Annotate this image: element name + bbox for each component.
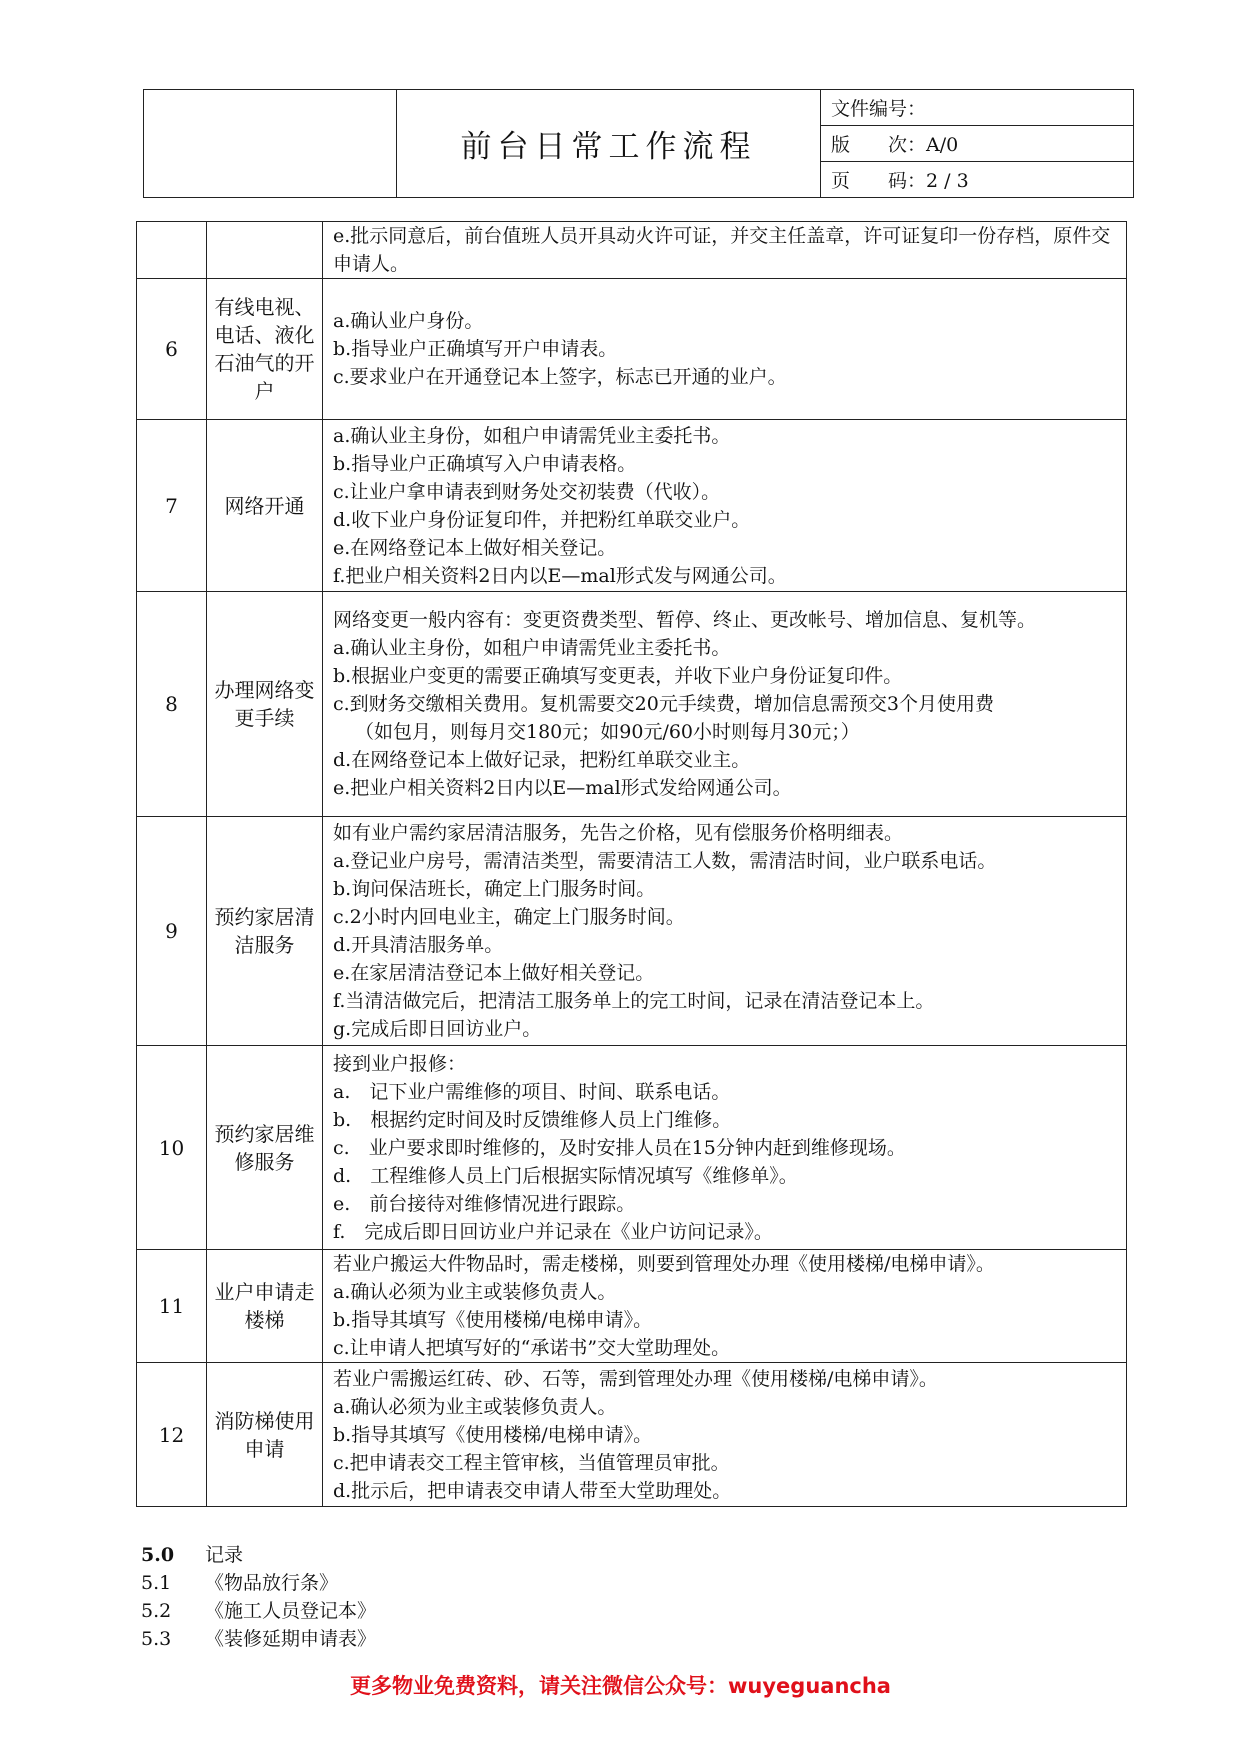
table-row xyxy=(137,279,1127,420)
content-line: a. 记下业户需维修的项目、时间、联系电话。 xyxy=(333,1080,731,1103)
content-line: b.指导其填写《使用楼梯/电梯申请》。 xyxy=(333,1309,653,1331)
page-label: 页 码： xyxy=(831,170,927,192)
row-item: 有线电视、电话、液化石油气的开户 xyxy=(207,279,323,420)
table-row xyxy=(137,1250,1127,1363)
row-content xyxy=(323,1363,1127,1507)
row-item: 办理网络变更手续 xyxy=(207,592,323,817)
content-line: g.完成后即日回访业户。 xyxy=(333,1018,542,1040)
row-item: 预约家居维修服务 xyxy=(207,1046,323,1250)
row-content xyxy=(323,279,1127,420)
content-line: a.确认业户身份。 xyxy=(333,310,484,332)
row-number: 8 xyxy=(137,592,207,817)
row-content xyxy=(323,222,1127,279)
record-item: 5.3 《装修延期申请表》 xyxy=(141,1628,377,1650)
content-line: a.登记业户房号，需清洁类型，需要清洁工人数，需清洁时间，业户联系电话。 xyxy=(333,850,997,872)
page-cell xyxy=(821,162,1134,198)
content-line: a.确认必须为业主或装修负责人。 xyxy=(333,1281,617,1303)
logo-cell xyxy=(144,90,397,198)
row-content xyxy=(323,420,1127,592)
content-line: a.确认业主身份，如租户申请需凭业主委托书。 xyxy=(333,424,731,447)
content-line: c.到财务交缴相关费用。复机需要交20元手续费，增加信息需预交3个月使用费 xyxy=(333,693,994,715)
content-line: 若业户搬运大件物品时，需走楼梯，则要到管理处办理《使用楼梯/电梯申请》。 xyxy=(333,1253,995,1275)
row-number xyxy=(137,222,207,279)
content-line: 如有业户需约家居清洁服务，先告之价格，见有偿服务价格明细表。 xyxy=(333,822,904,844)
document-title: 前台日常工作流程 xyxy=(397,90,821,198)
row-content xyxy=(323,1046,1127,1250)
content-line: d.收下业户身份证复印件，并把粉红单联交业户。 xyxy=(333,508,751,531)
content-line: e.在网络登记本上做好相关登记。 xyxy=(333,536,617,559)
row-content xyxy=(323,592,1127,817)
content-line: c.要求业户在开通登记本上签字，标志已开通的业户。 xyxy=(333,366,787,388)
row-number: 10 xyxy=(137,1046,207,1250)
content-line: b.询问保洁班长，确定上门服务时间。 xyxy=(333,878,656,900)
version-cell xyxy=(821,126,1134,162)
content-line: b. 根据约定时间及时反馈维修人员上门维修。 xyxy=(333,1108,732,1131)
procedure-table xyxy=(136,221,1127,1507)
content-line: c.让业户拿申请表到财务处交初装费（代收）。 xyxy=(333,480,721,503)
table-row xyxy=(137,420,1127,592)
content-line: f.当清洁做完后，把清洁工服务单上的完工时间，记录在清洁登记本上。 xyxy=(333,990,935,1012)
row-content xyxy=(323,1250,1127,1363)
record-item: 5.2 《施工人员登记本》 xyxy=(141,1600,377,1622)
content-line: （如包月，则每月交180元；如90元/60小时则每月30元；） xyxy=(355,721,860,743)
content-line: c.把申请表交工程主管审核，当值管理员审批。 xyxy=(333,1451,730,1474)
content-line: d.开具清洁服务单。 xyxy=(333,934,504,956)
content-line: d.在网络登记本上做好记录，把粉红单联交业主。 xyxy=(333,749,751,771)
row-item: 消防梯使用申请 xyxy=(207,1363,323,1507)
content-line: e. 前台接待对维修情况进行跟踪。 xyxy=(333,1192,636,1215)
content-line: c. 业户要求即时维修的，及时安排人员在15分钟内赶到维修现场。 xyxy=(333,1136,906,1159)
row-item: 预约家居清洁服务 xyxy=(207,817,323,1046)
content-line: b.指导业户正确填写入户申请表格。 xyxy=(333,452,637,475)
content-line: 接到业户报修： xyxy=(333,1052,467,1075)
records-section xyxy=(141,1541,376,1653)
content-line: b.根据业户变更的需要正确填写变更表，并收下业户身份证复印件。 xyxy=(333,665,903,687)
content-line: b.指导其填写《使用楼梯/电梯申请》。 xyxy=(333,1423,653,1446)
content-line: e.在家居清洁登记本上做好相关登记。 xyxy=(333,962,655,984)
row-item xyxy=(207,222,323,279)
content-line: 若业户需搬运红砖、砂、石等，需到管理处办理《使用楼梯/电梯申请》。 xyxy=(333,1367,938,1390)
content-line: f. 完成后即日回访业户并记录在《业户访问记录》。 xyxy=(333,1220,773,1243)
page-value: 2 / 3 xyxy=(926,170,969,192)
version-label: 版 次： xyxy=(831,134,927,156)
content-line: b.指导业户正确填写开户申请表。 xyxy=(333,338,618,360)
row-number: 12 xyxy=(137,1363,207,1507)
record-item: 5.1 《物品放行条》 xyxy=(141,1572,339,1594)
footer-promo: 更多物业免费资料，请关注微信公众号：wuyeguancha xyxy=(350,1674,891,1698)
doc-number-label: 文件编号： xyxy=(831,98,927,120)
content-line: 网络变更一般内容有：变更资费类型、暂停、终止、更改帐号、增加信息、复机等。 xyxy=(333,609,1037,631)
records-heading: 5.0 记录 xyxy=(141,1544,244,1566)
table-row xyxy=(137,1046,1127,1250)
doc-number-cell xyxy=(821,90,1134,126)
row-number: 7 xyxy=(137,420,207,592)
content-line: d.批示后，把申请表交申请人带至大堂助理处。 xyxy=(333,1479,732,1502)
content-line: a.确认必须为业主或装修负责人。 xyxy=(333,1395,617,1418)
row-number: 9 xyxy=(137,817,207,1046)
table-row xyxy=(137,222,1127,279)
content-line: c.2小时内回电业主，确定上门服务时间。 xyxy=(333,906,685,928)
document-header xyxy=(143,89,1134,198)
row-item: 网络开通 xyxy=(207,420,323,592)
content-line: e.把业户相关资料2日内以E—mal形式发给网通公司。 xyxy=(333,777,792,799)
content-line: a.确认业主身份，如租户申请需凭业主委托书。 xyxy=(333,637,731,659)
content-line: d. 工程维修人员上门后根据实际情况填写《维修单》。 xyxy=(333,1164,798,1187)
table-row xyxy=(137,592,1127,817)
row-item: 业户申请走楼梯 xyxy=(207,1250,323,1363)
row-number: 11 xyxy=(137,1250,207,1363)
row-number: 6 xyxy=(137,279,207,420)
content-line: e.批示同意后，前台值班人员开具动火许可证，并交主任盖章，许可证复印一份存档，原件交申请人。 xyxy=(333,225,1111,275)
table-row xyxy=(137,1363,1127,1507)
table-row xyxy=(137,817,1127,1046)
content-line: f.把业户相关资料2日内以E—mal形式发与网通公司。 xyxy=(333,564,787,587)
version-value: A/0 xyxy=(926,134,959,156)
content-line: c.让申请人把填写好的“承诺书”交大堂助理处。 xyxy=(333,1337,731,1359)
row-content xyxy=(323,817,1127,1046)
